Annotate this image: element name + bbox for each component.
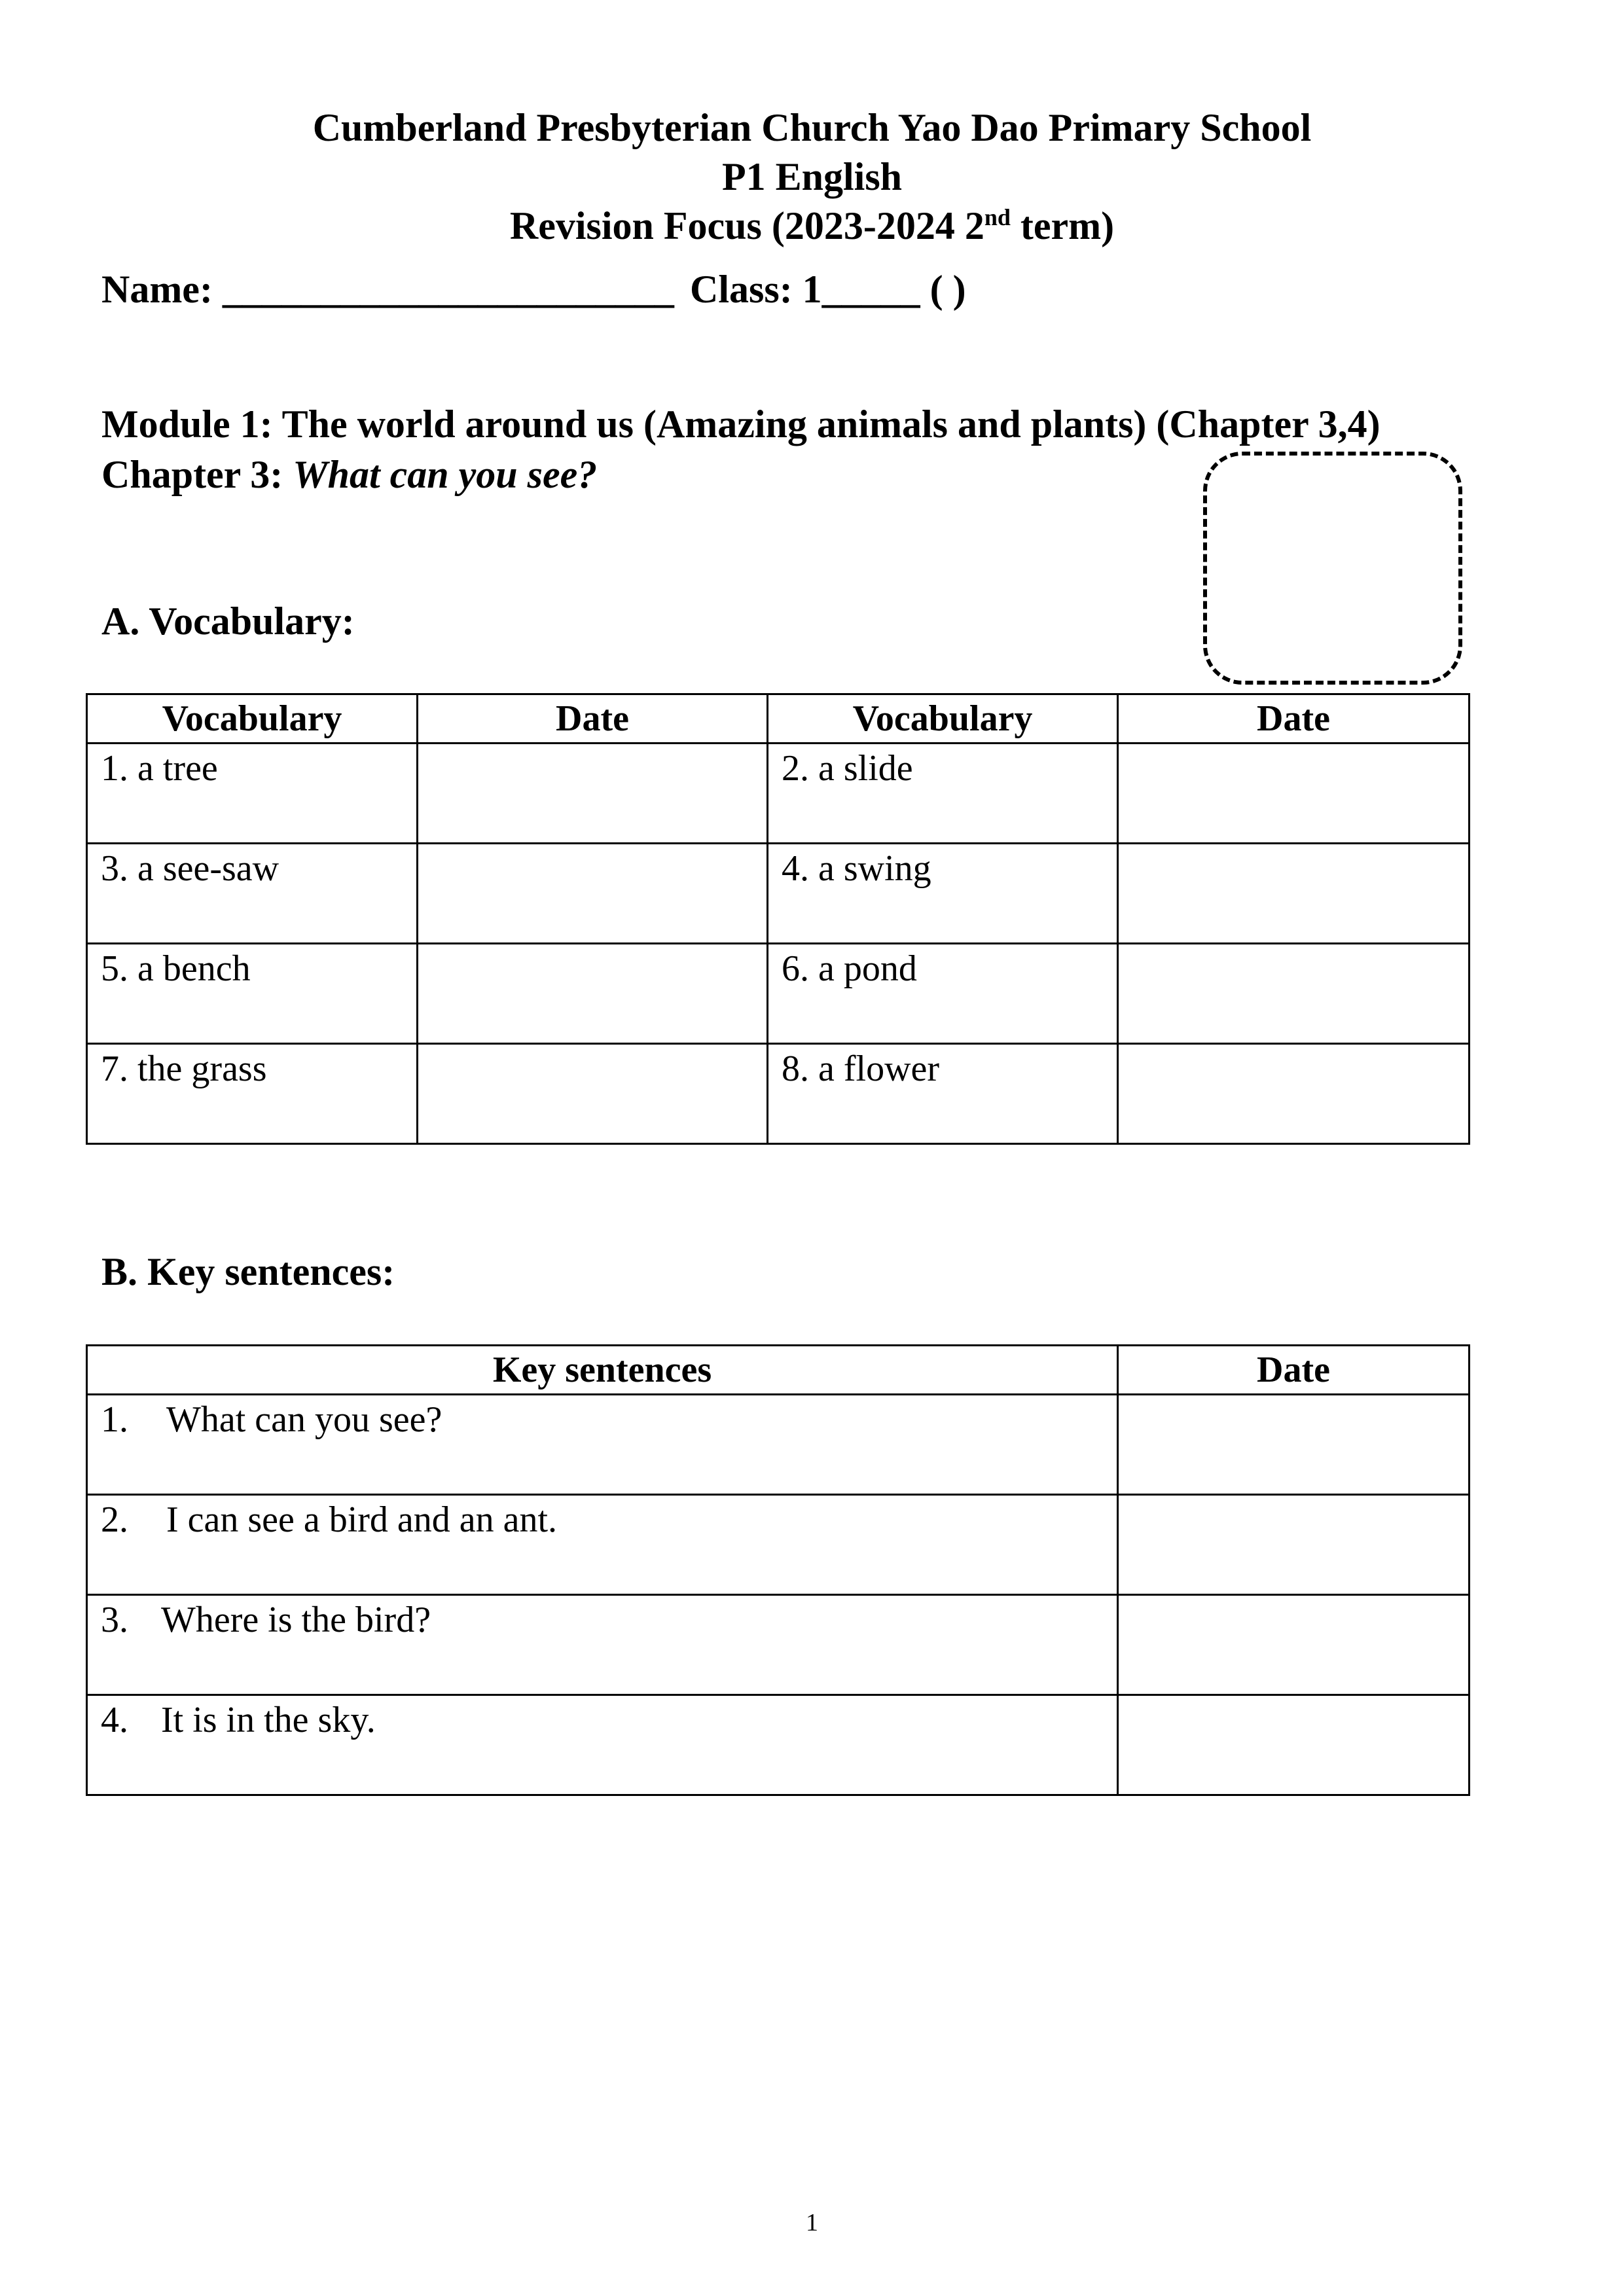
date-cell[interactable] — [418, 844, 768, 944]
table-row — [87, 744, 1470, 844]
table-row — [87, 1695, 1470, 1795]
vocab-word: 6. a pond — [782, 948, 917, 989]
name-field[interactable]: Name: _______________________ — [101, 268, 674, 311]
revision-suffix: term) — [1010, 204, 1115, 247]
table-row — [87, 1495, 1470, 1595]
subject-title: P1 English — [721, 155, 903, 198]
vocab-cell — [768, 1044, 1118, 1144]
vocab-word: 8. a flower — [782, 1049, 940, 1089]
vocab-col-header-1: Vocabulary — [87, 694, 418, 744]
date-cell[interactable] — [418, 944, 768, 1044]
vocab-word: 4. a swing — [782, 848, 931, 889]
sentence-number: 1. — [101, 1399, 128, 1440]
vocab-word: 7. the grass — [101, 1049, 267, 1089]
sentence-number: 2. — [101, 1499, 128, 1540]
sentence-number: 4. — [101, 1700, 128, 1740]
date-cell[interactable] — [418, 744, 768, 844]
date-cell[interactable] — [1118, 1695, 1470, 1795]
vocab-cell — [768, 844, 1118, 944]
table-row — [87, 1395, 1470, 1495]
sentence-text: It is in the sky. — [161, 1700, 376, 1740]
date-cell[interactable] — [1118, 1044, 1470, 1144]
date-cell[interactable] — [1118, 1395, 1470, 1495]
vocab-cell — [87, 744, 418, 844]
table-row — [87, 944, 1470, 1044]
sentence-cell — [87, 1495, 1118, 1595]
vocab-cell — [768, 944, 1118, 1044]
vocab-word: 1. a tree — [101, 748, 218, 789]
vocabulary-table — [86, 693, 1470, 1145]
date-cell[interactable] — [418, 1044, 768, 1144]
stamp-box — [1203, 452, 1462, 685]
vocab-word: 3. a see-saw — [101, 848, 280, 889]
page-number: 1 — [806, 2209, 818, 2236]
sentence-cell — [87, 1595, 1118, 1695]
sentence-text: What can you see? — [166, 1399, 442, 1440]
vocab-cell — [87, 844, 418, 944]
vocabulary-heading: A. Vocabulary: — [101, 600, 355, 643]
sentence-text: I can see a bird and an ant. — [166, 1499, 558, 1540]
module-title: Module 1: The world around us (Amazing animals and plants) (Chapter 3,4) — [101, 403, 1380, 446]
vocab-col-header-2: Vocabulary — [768, 694, 1118, 744]
vocab-word: 5. a bench — [101, 948, 251, 989]
date-col-header-1: Date — [418, 694, 768, 744]
vocab-cell — [87, 1044, 418, 1144]
date-col-header-2: Date — [1118, 694, 1470, 744]
chapter-name: What can you see? — [293, 453, 598, 496]
date-col-header: Date — [1118, 1346, 1470, 1395]
chapter-title — [101, 450, 597, 499]
date-cell[interactable] — [1118, 944, 1470, 1044]
key-sentences-table — [86, 1344, 1470, 1796]
date-cell[interactable] — [1118, 744, 1470, 844]
key-sentences-header-row — [87, 1346, 1470, 1395]
date-cell[interactable] — [1118, 844, 1470, 944]
sentences-col-header: Key sentences — [87, 1346, 1118, 1395]
sentence-cell — [87, 1395, 1118, 1495]
school-name: Cumberland Presbyterian Church Yao Dao Primary School — [312, 106, 1312, 149]
vocab-cell — [768, 744, 1118, 844]
table-row — [87, 1595, 1470, 1695]
vocab-word: 2. a slide — [782, 748, 913, 789]
table-row — [87, 1044, 1470, 1144]
revision-superscript: nd — [984, 204, 1011, 230]
sentence-number: 3. — [101, 1600, 128, 1640]
table-row — [87, 844, 1470, 944]
revision-prefix: Revision Focus (2023-2024 2 — [509, 204, 984, 247]
vocabulary-header-row — [87, 694, 1470, 744]
date-cell[interactable] — [1118, 1595, 1470, 1695]
date-cell[interactable] — [1118, 1495, 1470, 1595]
chapter-label: Chapter 3: — [101, 453, 293, 496]
class-field[interactable]: Class: 1_____ ( ) — [690, 268, 966, 311]
sentence-text: Where is the bird? — [161, 1600, 431, 1640]
revision-title — [0, 202, 1624, 251]
key-sentences-heading: B. Key sentences: — [101, 1250, 395, 1293]
vocab-cell — [87, 944, 418, 1044]
sentence-cell — [87, 1695, 1118, 1795]
